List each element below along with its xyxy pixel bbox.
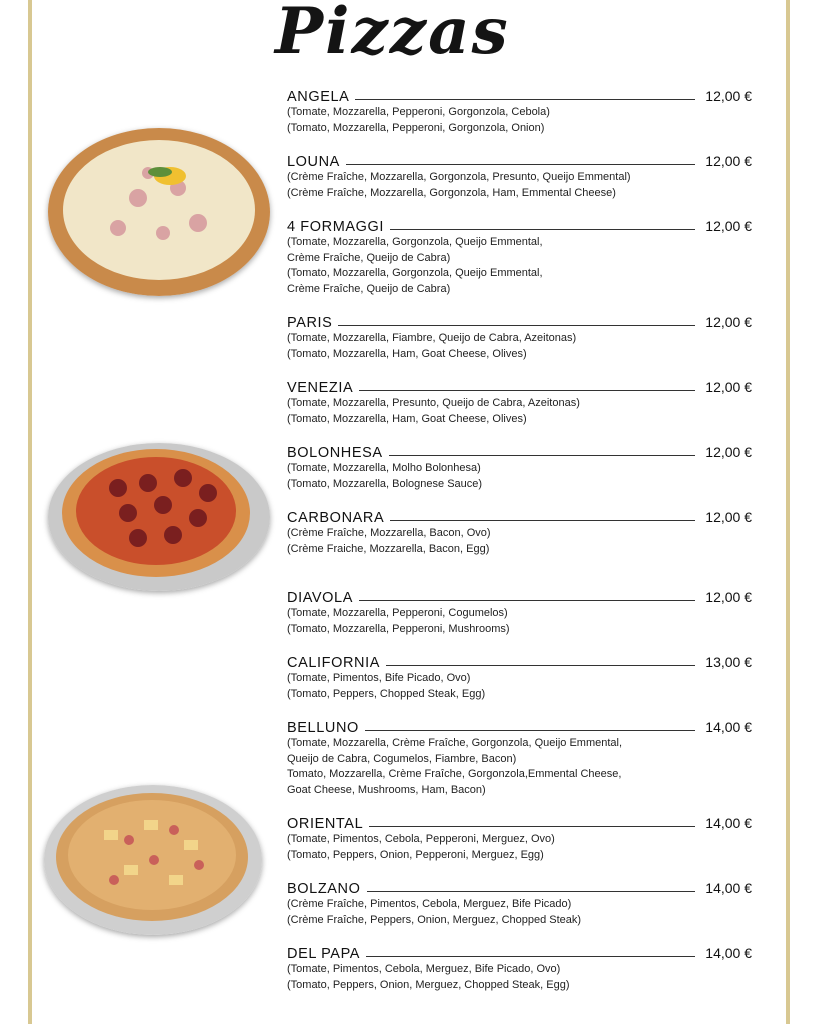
dotted-leader bbox=[359, 389, 695, 391]
item-name: BOLONHESA bbox=[287, 445, 383, 461]
dotted-leader bbox=[369, 825, 695, 827]
item-name: BELLUNO bbox=[287, 720, 359, 736]
dotted-leader bbox=[346, 163, 695, 165]
item-price: 12,00 € bbox=[705, 314, 752, 330]
item-name: LOUNA bbox=[287, 154, 340, 170]
dotted-leader bbox=[390, 519, 695, 521]
item-price: 14,00 € bbox=[705, 880, 752, 896]
right-gold-border bbox=[786, 0, 790, 1024]
item-description: (Tomate, Mozzarella, Presunto, Queijo de Cabra, Azeitonas) (Tomato, Mozzarella, Ham, Goat Cheese, Olives) bbox=[287, 397, 580, 425]
item-name: CALIFORNIA bbox=[287, 655, 381, 671]
item-description: (Tomate, Pimentos, Bife Picado, Ovo) (Tomato, Peppers, Chopped Steak, Egg) bbox=[287, 672, 486, 700]
pizza-photo-pepperoni bbox=[48, 443, 270, 591]
dotted-leader bbox=[386, 664, 695, 666]
menu-item bbox=[287, 880, 752, 928]
item-price: 12,00 € bbox=[705, 88, 752, 104]
menu-item bbox=[287, 218, 752, 297]
item-price: 12,00 € bbox=[705, 218, 752, 234]
menu-item bbox=[287, 444, 752, 492]
item-description: (Tomate, Pimentos, Cebola, Merguez, Bife Picado, Ovo) (Tomato, Peppers, Onion, Merguez, Chopped Steak, Egg) bbox=[287, 963, 570, 991]
item-description: (Crème Fraîche, Pimentos, Cebola, Merguez, Bife Picado) (Crème Fraîche, Peppers, Onion, Merguez, Chopped Steak) bbox=[287, 898, 582, 926]
menu-item bbox=[287, 509, 752, 557]
item-description: (Tomate, Mozzarella, Fiambre, Queijo de Cabra, Azeitonas) (Tomato, Mozzarella, Ham, Goat Cheese, Olives) bbox=[287, 332, 577, 360]
item-name: 4 FORMAGGI bbox=[287, 219, 385, 235]
menu-item bbox=[287, 153, 752, 201]
item-price: 12,00 € bbox=[705, 509, 752, 525]
menu-item bbox=[287, 815, 752, 863]
item-description: (Tomate, Mozzarella, Pepperoni, Cogumelos) (Tomato, Mozzarella, Pepperoni, Mushrooms) bbox=[287, 607, 510, 635]
item-price: 14,00 € bbox=[705, 945, 752, 961]
dotted-leader bbox=[366, 955, 695, 957]
menu-item bbox=[287, 589, 752, 637]
item-name: DIAVOLA bbox=[287, 590, 353, 606]
pizza-photo-hawaiian bbox=[44, 785, 262, 935]
item-price: 14,00 € bbox=[705, 815, 752, 831]
item-name: DEL PAPA bbox=[287, 946, 361, 962]
menu-item bbox=[287, 88, 752, 136]
item-price: 12,00 € bbox=[705, 444, 752, 460]
item-name: ANGELA bbox=[287, 89, 350, 105]
dotted-leader bbox=[367, 890, 696, 892]
menu-item bbox=[287, 379, 752, 427]
item-name: ORIENTAL bbox=[287, 816, 364, 832]
item-name: CARBONARA bbox=[287, 510, 385, 526]
dotted-leader bbox=[365, 729, 695, 731]
item-description: (Crème Fraîche, Mozzarella, Gorgonzola, Presunto, Queijo Emmental) (Crème Fraîche, Mozzarella, Gorgonzola, Ham, Emmental Cheese) bbox=[287, 171, 631, 199]
menu-item bbox=[287, 654, 752, 702]
item-price: 12,00 € bbox=[705, 153, 752, 169]
dotted-leader bbox=[359, 599, 695, 601]
item-description: (Tomate, Mozzarella, Molho Bolonhesa) (Tomato, Mozzarella, Bolognese Sauce) bbox=[287, 462, 483, 490]
menu-title: Pizzas bbox=[275, 0, 510, 69]
item-price: 13,00 € bbox=[705, 654, 752, 670]
item-description: (Tomate, Mozzarella, Crème Fraîche, Gorgonzola, Queijo Emmental, Queijo de Cabra, Cogumelos, Fiambre, Bacon) Tomato, Mozzarella, Crème Fraîche, Gorgonzola,Emmental Cheese, Goat Cheese, Mushrooms, Ham, Bacon) bbox=[287, 737, 623, 796]
menu-item bbox=[287, 719, 752, 798]
dotted-leader bbox=[355, 98, 695, 100]
left-gold-border bbox=[28, 0, 32, 1024]
dotted-leader bbox=[338, 324, 695, 326]
item-price: 12,00 € bbox=[705, 379, 752, 395]
dotted-leader bbox=[389, 454, 696, 456]
item-name: BOLZANO bbox=[287, 881, 361, 897]
pizza-photo-cream bbox=[48, 128, 270, 296]
item-description: (Tomate, Mozzarella, Pepperoni, Gorgonzola, Cebola) (Tomato, Mozzarella, Pepperoni, Gorgonzola, Onion) bbox=[287, 106, 550, 134]
item-price: 14,00 € bbox=[705, 719, 752, 735]
item-name: VENEZIA bbox=[287, 380, 354, 396]
dotted-leader bbox=[390, 228, 695, 230]
menu-item bbox=[287, 945, 752, 993]
item-price: 12,00 € bbox=[705, 589, 752, 605]
item-description: (Tomate, Mozzarella, Gorgonzola, Queijo Emmental, Crème Fraîche, Queijo de Cabra) (Tomato, Mozzarella, Gorgonzola, Queijo Emmental, Crème Fraîche, Queijo de Cabra) bbox=[287, 236, 543, 295]
item-description: (Tomate, Pimentos, Cebola, Pepperoni, Merguez, Ovo) (Tomato, Peppers, Onion, Pepperoni, Merguez, Egg) bbox=[287, 833, 555, 861]
item-name: PARIS bbox=[287, 315, 333, 331]
menu-item bbox=[287, 314, 752, 362]
item-description: (Crème Fraîche, Mozzarella, Bacon, Ovo) (Crème Fraiche, Mozzarella, Bacon, Egg) bbox=[287, 527, 491, 555]
